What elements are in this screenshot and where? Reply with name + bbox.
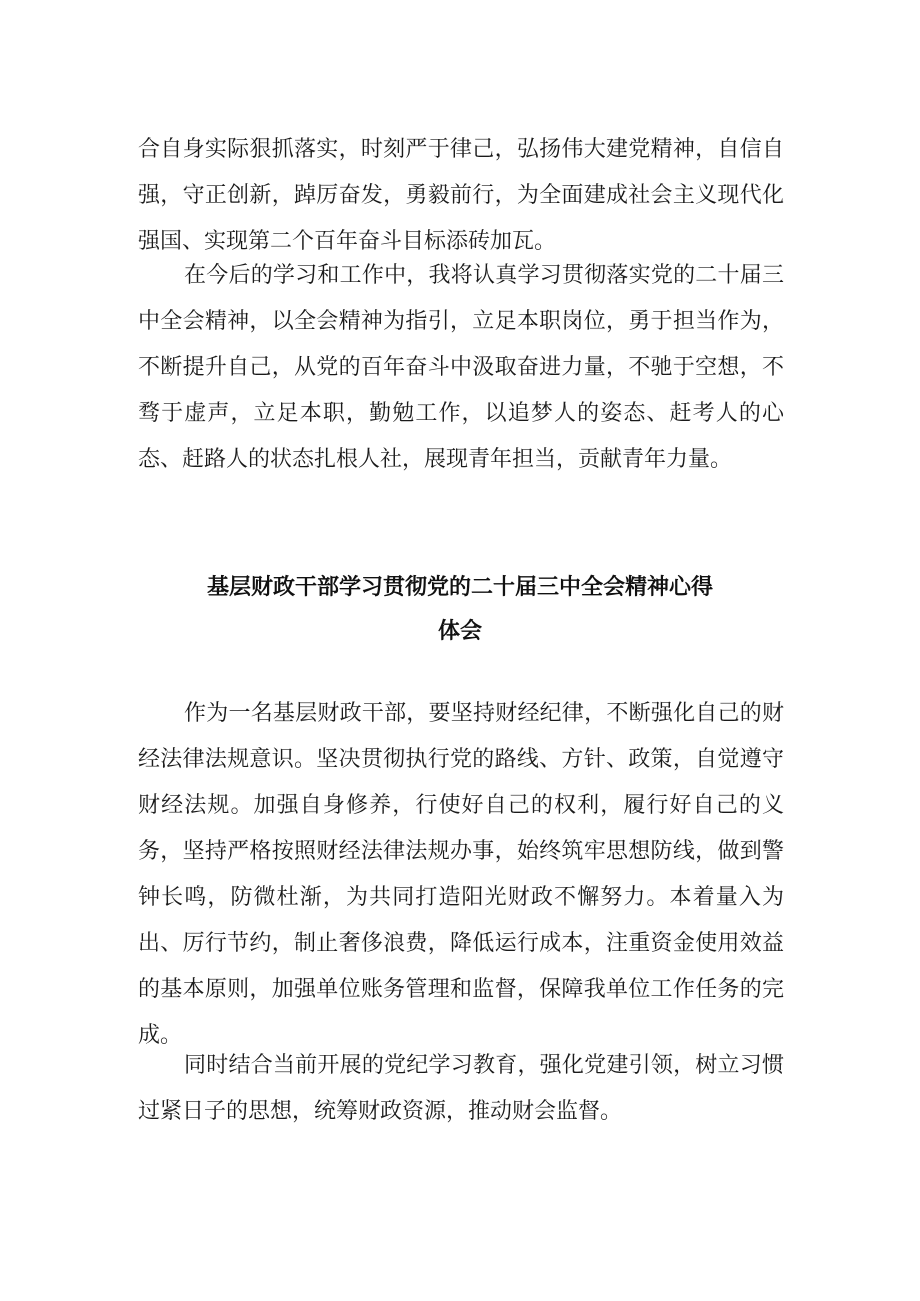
body-paragraph: 同时结合当前开展的党纪学习教育，强化党建引领，树立习惯过紧日子的思想，统筹财政资源，推动财会监督。 [138, 1053, 784, 1124]
section-title-continued: 体会 [437, 619, 482, 644]
body-paragraph: 合自身实际狠抓落实，时刻严于律己，弘扬伟大建党精神，自信自强，守正创新，踔厉奋发，勇毅前行，为全面建成社会主义现代化强国、实现第二个百年奋斗目标添砖加瓦。 [138, 137, 784, 254]
body-paragraph: 在今后的学习和工作中，我将认真学习贯彻落实党的二十届三中全会精神，以全会精神为指引，立足本职岗位，勇于担当作为，不断提升自己，从党的百年奋斗中汲取奋进力量，不驰于空想，不骛于虚声，立足本职，勤勉工作，以追梦人的姿态、赶考人的心态、赶路人的状态扎根人社，展现青年担当，贡献青年力量。 [138, 263, 784, 472]
body-paragraph: 作为一名基层财政干部，要坚持财经纪律，不断强化自己的财经法律法规意识。坚决贯彻执行党的路线、方针、政策，自觉遵守财经法规。加强自身修养，行使好自己的权利，履行好自己的义务，坚持严格按照财经法律法规办事，始终筑牢思想防线，做到警钟长鸣，防微杜渐，为共同打造阳光财政不懈努力。本着量入为出、厉行节约，制止奢侈浪费，降低运行成本，注重资金使用效益的基本原则，加强单位账务管理和监督，保障我单位工作任务的完成。 [138, 701, 784, 1048]
section-title: 基层财政干部学习贯彻党的二十届三中全会精神心得 [206, 575, 713, 600]
